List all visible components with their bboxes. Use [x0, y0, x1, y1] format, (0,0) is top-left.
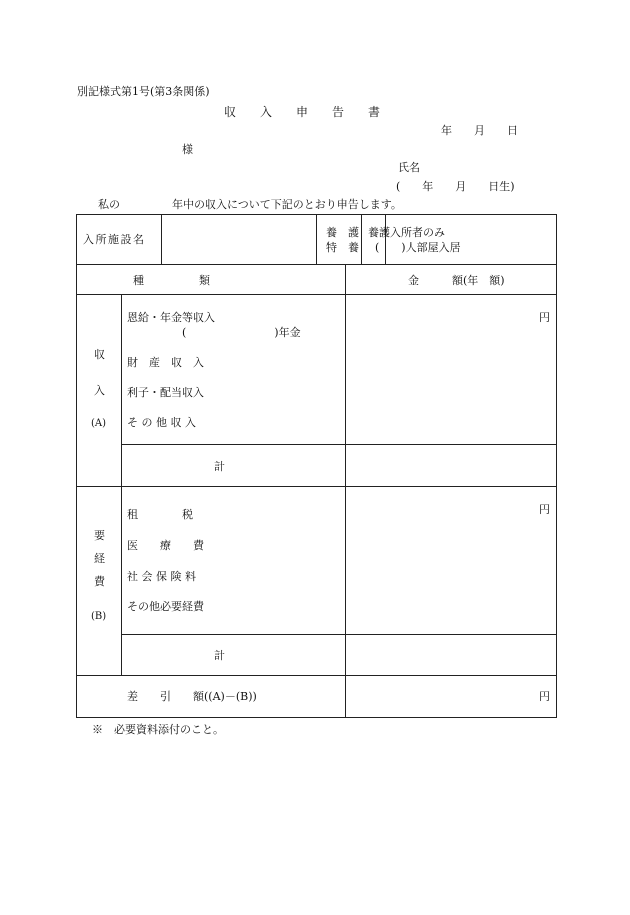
column-amount-label: 金 額(年 額): [408, 274, 505, 287]
column-header-type: [77, 265, 346, 295]
care-note-room-size[interactable]: ( )人部屋入居: [375, 241, 461, 254]
expense-item-medical: 医 療 費: [127, 539, 204, 552]
difference-label: 差 引 額((A)－(B)): [127, 690, 257, 703]
addressee-suffix: 様: [182, 143, 193, 156]
expense-subtotal-label: 計: [214, 649, 225, 662]
expense-label-code: (B): [91, 611, 107, 622]
income-amount-field[interactable]: [346, 295, 557, 445]
facility-row: [77, 215, 317, 265]
declaration-text: 年中の収入について下記のとおり申告します。: [172, 198, 402, 211]
difference-label-cell: [77, 676, 346, 718]
column-header-amount: [346, 265, 557, 295]
income-label-code: (A): [91, 418, 107, 429]
income-subtotal-field[interactable]: [346, 445, 557, 487]
income-label-char-1: 収: [94, 348, 105, 361]
expense-label-char-2: 経: [94, 552, 105, 565]
expense-unit-yen: 円: [539, 503, 550, 516]
income-label-char-2: 入: [94, 384, 105, 397]
expense-amount-field[interactable]: [346, 487, 557, 635]
expense-item-taxes: 租 税: [127, 508, 193, 521]
expense-group-label: [77, 487, 122, 676]
income-item-interest: 利子・配当収入: [127, 386, 204, 399]
expense-label-char-3: 費: [94, 575, 105, 588]
expense-label-char-1: 要: [94, 529, 105, 542]
care-type-inner-border: [361, 215, 362, 264]
expense-subtotal-label-cell: [122, 635, 346, 676]
name-label: 氏名: [398, 161, 420, 174]
care-type-cell: [317, 215, 461, 265]
care-type-yogo: 養 護: [326, 226, 359, 239]
form-reference: 別記様式第1号(第3条関係): [77, 85, 210, 98]
column-type-label: 種 類: [133, 274, 210, 287]
income-unit-yen: 円: [539, 311, 550, 324]
birth-date-line: ( 年 月 日生): [396, 180, 515, 193]
income-item-pension-type[interactable]: ( )年金: [182, 326, 301, 339]
income-items-cell: [122, 295, 346, 445]
footnote: ※ 必要資料添付のこと。: [92, 723, 224, 736]
income-group-label: [77, 295, 122, 487]
care-note-yogo-only: 養護入所者のみ: [368, 226, 445, 239]
declaration-prefix: 私の: [98, 198, 120, 211]
care-type-spacer: [386, 215, 557, 265]
income-item-other: そ の 他 収 入: [127, 416, 196, 429]
facility-name-field[interactable]: [161, 215, 318, 264]
document-title: 収 入 申 告 書: [224, 105, 381, 119]
care-type-tokuyo: 特 養: [326, 241, 359, 254]
expense-subtotal-field[interactable]: [346, 635, 557, 676]
facility-name-label: 入所施設名: [83, 233, 146, 246]
difference-amount-field[interactable]: [346, 676, 557, 718]
date-line: 年 月 日: [441, 124, 518, 137]
expense-item-other: その他必要経費: [127, 600, 204, 613]
income-subtotal-label-cell: [122, 445, 346, 487]
expense-items-cell: [122, 487, 346, 635]
income-item-pension: 恩給・年金等収入: [127, 311, 215, 324]
difference-unit-yen: 円: [539, 690, 550, 703]
income-item-property: 財 産 収 入: [127, 356, 204, 369]
income-subtotal-label: 計: [214, 460, 225, 473]
expense-item-social-insurance: 社 会 保 険 料: [127, 570, 196, 583]
income-declaration-table: [76, 214, 557, 718]
